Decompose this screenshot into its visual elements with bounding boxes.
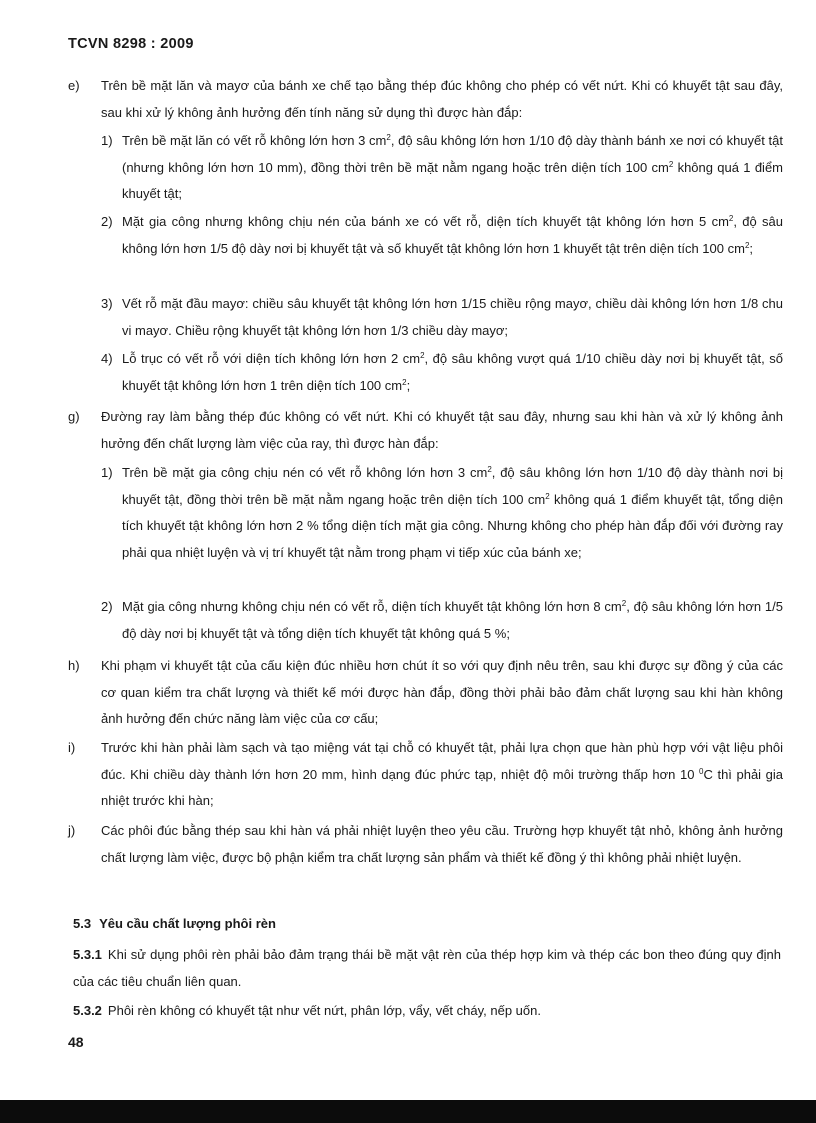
item-g1-label: 1) <box>101 465 113 480</box>
item-e3-text: Vết rỗ mặt đầu mayơ: chiều sâu khuyết tật không lớn hơn 1/15 chiều rộng mayơ, chiều dài không lớn hơn 1/8 chu vi mayơ. Chiều rộng khuyết tật không lớn hơn 1/3 chiều dày mayơ; <box>122 296 783 338</box>
item-e-text: Trên bề mặt lăn và mayơ của bánh xe chế tạo bằng thép đúc không cho phép có vết nứt. Khi có khuyết tật sau đây, sau khi xử lý không ảnh hưởng đến tính năng sử dụng thì được hàn đắp: <box>101 78 783 120</box>
item-j-text: Các phôi đúc bằng thép sau khi hàn vá phải nhiệt luyện theo yêu cầu. Trường hợp khuyết tật nhỏ, không ảnh hưởng chất lượng làm việc, được bộ phận kiểm tra chất lượng sản phẩm và thiết kế đồng ý thì không phải nhiệt luyện. <box>101 823 783 865</box>
item-e1-label: 1) <box>101 133 113 148</box>
item-e3-label: 3) <box>101 296 113 311</box>
clause-text: Khi sử dụng phôi rèn phải bảo đảm trạng thái bề mặt vật rèn của thép hợp kim và thép các bon theo đúng quy định của các tiêu chuẩn liên quan. <box>73 947 781 989</box>
page-number: 48 <box>68 1034 84 1050</box>
item-e4-text: Lỗ trục có vết rỗ với diện tích không lớn hơn 2 $cm^2$, độ sâu không vượt quá 1/10 chiều dày nơi bị khuyết tật, số khuyết tật không lớn hơn 1 trên diện tích 100 $cm^2$; <box>122 351 783 393</box>
clause-text: Phôi rèn không có khuyết tật như vết nứt, phân lớp, vẩy, vết cháy, nếp uốn. <box>107 1003 541 1018</box>
item-e4-label: 4) <box>101 351 113 366</box>
section-number: 5.3 <box>73 916 92 931</box>
item-g2-text: Mặt gia công nhưng không chịu nén có vết rỗ, diện tích khuyết tật không lớn hơn 8 $cm^2$, độ sâu không lớn hơn 1/5 độ dày nơi bị khuyết tật và tổng diện tích khuyết tật không quá 5 %; <box>122 599 783 641</box>
standard-code: TCVN 8298 : 2009 <box>68 36 194 52</box>
clause-5-3-2 <box>73 998 781 1025</box>
item-j-label: j) <box>68 823 76 838</box>
item-e2-label: 2) <box>101 214 113 229</box>
item-g-text: Đường ray làm bằng thép đúc không có vết nứt. Khi có khuyết tật sau đây, nhưng sau khi hàn và xử lý không ảnh hưởng đến chất lượng làm việc của ray, thì được hàn đắp: <box>101 409 783 451</box>
section-heading <box>73 912 276 936</box>
item-g2-label: 2) <box>101 599 113 614</box>
section-title: Yêu cầu chất lượng phôi rèn <box>99 916 276 931</box>
scan-edge-bar <box>0 1100 816 1123</box>
item-i-text: Trước khi hàn phải làm sạch và tạo miệng vát tại chỗ có khuyết tật, phải lựa chọn que hàn phù hợp với vật liệu phôi đúc. Khi chiều dày thành lớn hơn 20 mm, hình dạng đúc phức tạp, nhiệt độ môi trường thấp hơn 10 $^0$C thì phải gia nhiệt trước khi hàn; <box>101 740 783 808</box>
item-h-label: h) <box>68 658 80 673</box>
item-g-label: g) <box>68 409 80 424</box>
item-g1-text: Trên bề mặt gia công chịu nén có vết rỗ không lớn hơn 3 $cm^2$, độ sâu không lớn hơn 1/10 độ dày thành nơi bị khuyết tật, đồng thời trên bề mặt nằm ngang hoặc trên diện tích 100 $cm^2$ không quá 1 điểm khuyết tật, tổng diện tích khuyết tật không lớn hơn 2 % tổng diện tích mặt gia công. Nhưng không cho phép hàn đắp đối với đường ray phải qua nhiệt luyện và vị trí khuyết tật nằm trong phạm vi tiếp xúc của bánh xe; <box>122 465 783 560</box>
item-i-label: i) <box>68 740 76 755</box>
item-e-label: e) <box>68 78 80 93</box>
clause-number: 5.3.1 <box>73 947 102 962</box>
item-h-text: Khi phạm vi khuyết tật của cấu kiện đúc nhiều hơn chút ít so với quy định nêu trên, sau khi được sự đồng ý của các cơ quan kiểm tra chất lượng và thiết kế mới được hàn đắp, đồng thời phải bảo đảm chất lượng sau khi hàn không ảnh hưởng đến chức năng làm việc của cơ cấu; <box>101 658 783 726</box>
item-e2-text: Mặt gia công nhưng không chịu nén của bánh xe có vết rỗ, diện tích khuyết tật không lớn hơn 5 $cm^2$, độ sâu không lớn hơn 1/5 độ dày nơi bị khuyết tật và số khuyết tật không lớn hơn 1 khuyết tật trên diện tích 100 $cm^2$; <box>122 214 783 256</box>
clause-5-3-1 <box>73 942 781 995</box>
clause-number: 5.3.2 <box>73 1003 102 1018</box>
item-e1-text: Trên bề mặt lăn có vết rỗ không lớn hơn 3 $cm^2$, độ sâu không lớn hơn 1/10 độ dày thành bánh xe nơi có khuyết tật (nhưng không lớn hơn 10 mm), đồng thời trên bề mặt nằm ngang hoặc trên diện tích 100 $cm^2$ không quá 1 điểm khuyết tật; <box>122 133 783 201</box>
